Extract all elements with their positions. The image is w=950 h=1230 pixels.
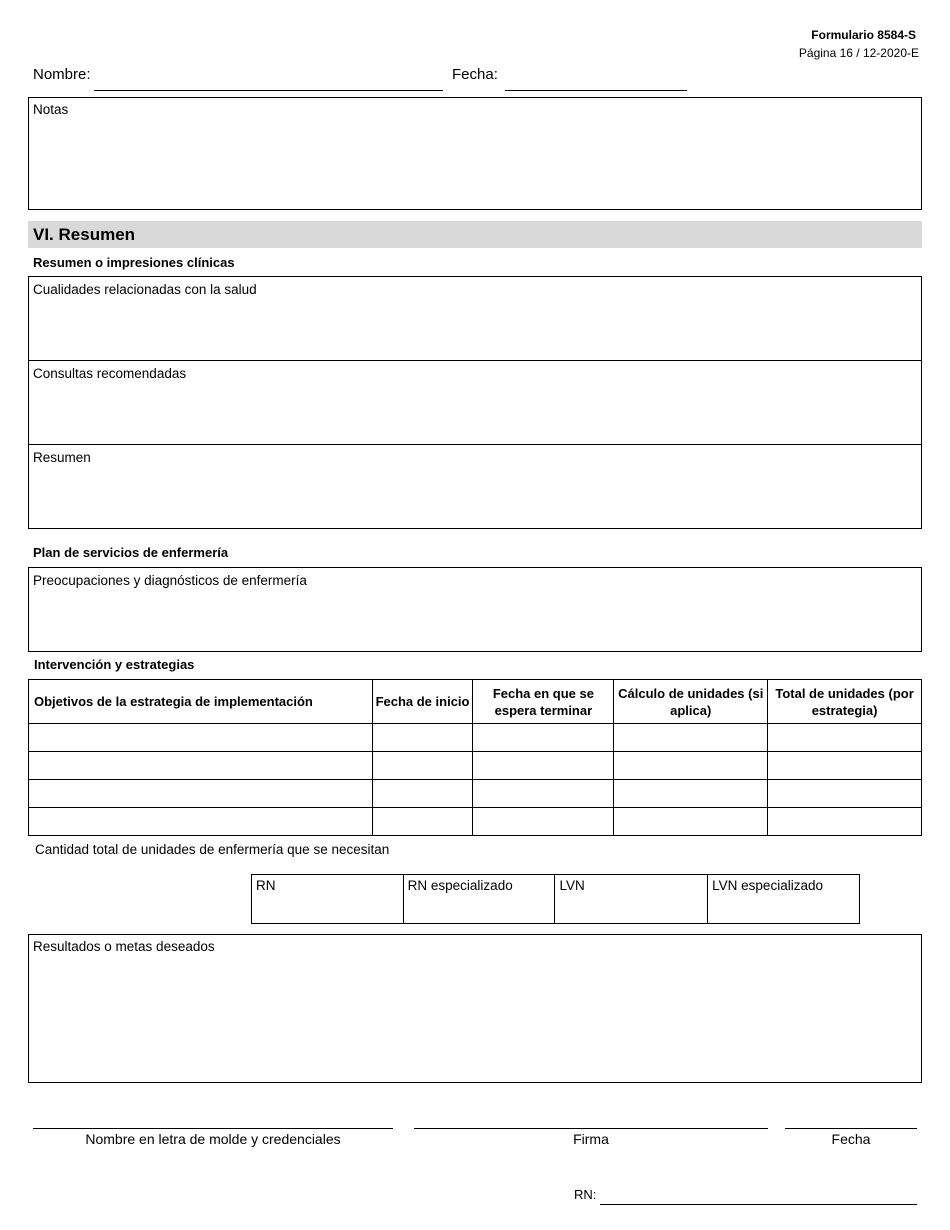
summary-box[interactable] <box>28 444 922 529</box>
name-label: Nombre: <box>33 66 91 83</box>
nursing-plan-heading: Plan de servicios de enfermería <box>33 545 229 560</box>
table-cell[interactable] <box>473 808 614 836</box>
date-field[interactable] <box>505 70 687 91</box>
units-table <box>251 874 860 924</box>
strategy-header-unit-calc: Cálculo de unidades (si aplica) <box>614 680 768 724</box>
clinical-heading: Resumen o impresiones clínicas <box>33 255 235 270</box>
health-qualities-box[interactable] <box>28 276 922 361</box>
strategy-header-unit-total: Total de unidades (por estrategia) <box>768 680 922 724</box>
nursing-concerns-box[interactable] <box>28 567 922 652</box>
table-cell[interactable] <box>372 724 473 752</box>
intervention-heading: Intervención y estrategias <box>34 657 195 672</box>
table-cell[interactable] <box>768 808 922 836</box>
signature-label: Firma <box>573 1131 609 1147</box>
table-cell[interactable] <box>614 752 768 780</box>
section-title: VI. Resumen <box>28 221 922 248</box>
printed-name-line[interactable] <box>33 1128 393 1129</box>
signature-date-label: Fecha <box>831 1131 871 1147</box>
units-cell-rn-specialized[interactable]: RN especializado <box>403 875 555 924</box>
table-row <box>29 808 922 836</box>
units-cell-lvn[interactable]: LVN <box>555 875 708 924</box>
table-row <box>29 724 922 752</box>
strategy-table <box>28 679 922 836</box>
strategy-header-end-date: Fecha en que se espera terminar <box>473 680 614 724</box>
table-cell[interactable] <box>372 808 473 836</box>
printed-name-label: Nombre en letra de molde y credenciales <box>85 1131 341 1147</box>
outcomes-label: Resultados o metas deseados <box>33 939 215 954</box>
date-label: Fecha: <box>452 66 498 83</box>
table-cell[interactable] <box>768 752 922 780</box>
notes-box[interactable] <box>28 97 922 210</box>
table-cell[interactable] <box>768 780 922 808</box>
units-cell-lvn-specialized[interactable]: LVN especializado <box>708 875 860 924</box>
health-qualities-label: Cualidades relacionadas con la salud <box>33 282 257 297</box>
units-total-label: Cantidad total de unidades de enfermería que se necesitan <box>35 842 390 857</box>
table-cell[interactable] <box>473 752 614 780</box>
notes-label: Notas <box>33 102 69 117</box>
table-cell[interactable] <box>768 724 922 752</box>
table-row <box>29 780 922 808</box>
table-cell[interactable] <box>29 724 373 752</box>
page-info: Página 16 / 12-2020-E <box>798 46 919 60</box>
units-cell-rn[interactable]: RN <box>252 875 404 924</box>
signature-date-line[interactable] <box>785 1128 917 1129</box>
table-cell[interactable] <box>614 724 768 752</box>
table-row <box>29 752 922 780</box>
table-cell[interactable] <box>614 780 768 808</box>
table-cell[interactable] <box>372 752 473 780</box>
recommended-consults-box[interactable] <box>28 360 922 445</box>
outcomes-box[interactable] <box>28 934 922 1083</box>
table-cell[interactable] <box>372 780 473 808</box>
strategy-header-start-date: Fecha de inicio <box>372 680 473 724</box>
table-cell[interactable] <box>29 752 373 780</box>
nursing-concerns-label: Preocupaciones y diagnósticos de enfermería <box>33 573 307 588</box>
strategy-header-objectives: Objetivos de la estrategia de implementación <box>29 680 373 724</box>
table-cell[interactable] <box>29 808 373 836</box>
form-number: Formulario 8584-S <box>811 28 916 42</box>
table-cell[interactable] <box>473 724 614 752</box>
rn-label: RN: <box>574 1187 597 1202</box>
table-cell[interactable] <box>29 780 373 808</box>
summary-label: Resumen <box>33 450 91 465</box>
signature-line[interactable] <box>414 1128 768 1129</box>
table-cell[interactable] <box>473 780 614 808</box>
table-cell[interactable] <box>614 808 768 836</box>
rn-field[interactable] <box>600 1185 917 1205</box>
strategy-header-row <box>29 680 922 724</box>
recommended-consults-label: Consultas recomendadas <box>33 366 187 381</box>
name-field[interactable] <box>94 70 443 91</box>
